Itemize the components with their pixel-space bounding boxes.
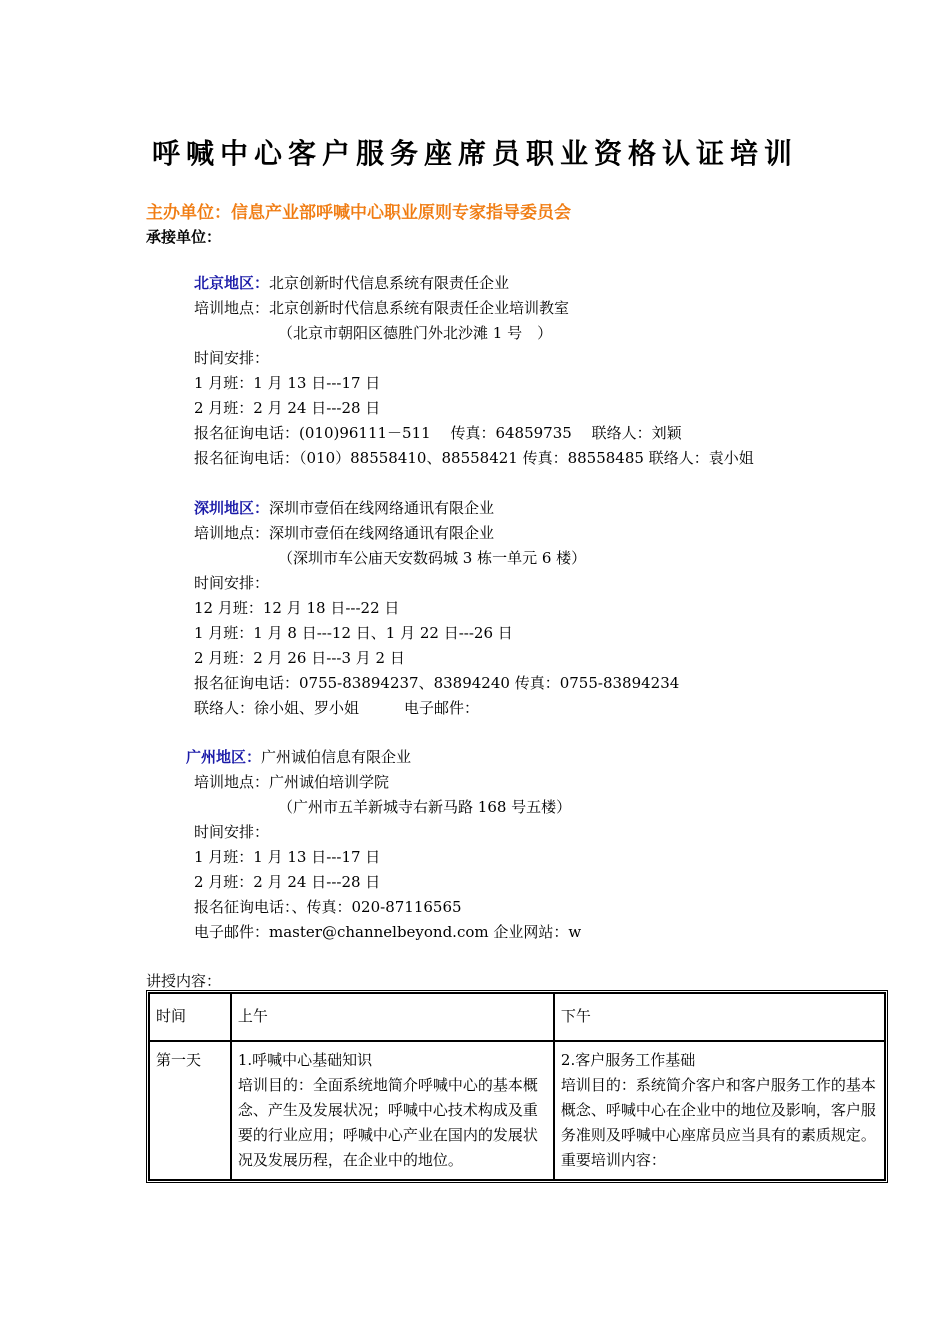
header-morning: 上午 <box>231 993 554 1041</box>
header-afternoon: 下午 <box>554 993 885 1041</box>
header-time: 时间 <box>149 993 231 1041</box>
course-schedule-table <box>146 990 888 1183</box>
shenzhen-header <box>194 497 494 518</box>
row-day: 第一天 <box>149 1041 231 1180</box>
contractor-label: 承接单位： <box>146 228 222 246</box>
beijing-contact-2: 报名征询电话：（010）88558410、88558421 传真：88558485 联络人：袁小姐 <box>194 449 754 467</box>
shenzhen-address: （深圳市车公庙天安数码城 3 栋一单元 6 楼） <box>278 549 587 567</box>
guangzhou-contact-2: 电子邮件：master@channelbeyond.com 企业网站：w <box>194 923 582 941</box>
afternoon-title: 2.客户服务工作基础 <box>560 1051 696 1069</box>
document-title: 呼喊中心客户服务座席员职业资格认证培训 <box>151 137 798 170</box>
beijing-contact-1: 报名征询电话：(010)96111－511 传真：64859735 联络人：刘颖 <box>194 424 682 442</box>
shenzhen-class-3: 2 月班：2 月 26 日---3 月 2 日 <box>194 649 405 667</box>
shenzhen-contact-1: 报名征询电话：0755-83894237、83894240 传真：0755-83894234 <box>194 674 680 692</box>
beijing-class-1: 1 月班：1 月 13 日---17 日 <box>194 374 381 392</box>
shenzhen-region-label: 深圳地区： <box>194 499 270 517</box>
guangzhou-company: 广州诚伯信息有限企业 <box>261 748 412 766</box>
morning-text: 培训目的：全面系统地简介呼喊中心的基本概念、产生及发展状况；呼喊中心技术构成及重要的行业应用；呼喊中心产业在国内的发展状况及发展历程，在企业中的地位。 <box>237 1076 538 1169</box>
beijing-address: （北京市朝阳区德胜门外北沙滩 1 号 ） <box>278 324 553 342</box>
shenzhen-class-2: 1 月班：1 月 8 日---12 日、1 月 22 日---26 日 <box>194 624 513 642</box>
course-content-label: 讲授内容： <box>146 972 222 990</box>
guangzhou-schedule-label: 时间安排： <box>194 823 270 841</box>
shenzhen-schedule-label: 时间安排： <box>194 574 270 592</box>
guangzhou-header <box>186 746 411 767</box>
guangzhou-training-site: 培训地点：广州诚伯培训学院 <box>194 773 390 791</box>
morning-title: 1.呼喊中心基础知识 <box>237 1051 373 1069</box>
row-morning <box>231 1041 554 1180</box>
beijing-region-label: 北京地区： <box>194 274 270 292</box>
beijing-class-2: 2 月班：2 月 24 日---28 日 <box>194 399 381 417</box>
beijing-header <box>194 272 509 293</box>
shenzhen-class-1: 12 月班：12 月 18 日---22 日 <box>194 599 400 617</box>
table-row <box>149 1041 885 1180</box>
table-header-row <box>149 993 885 1041</box>
shenzhen-contact-2: 联络人：徐小姐、罗小姐 电子邮件： <box>194 699 480 717</box>
guangzhou-region-label: 广州地区： <box>186 748 262 766</box>
shenzhen-training-site: 培训地点：深圳市壹佰在线网络通讯有限企业 <box>194 524 495 542</box>
guangzhou-contact-1: 报名征询电话：、传真：020-87116565 <box>194 898 462 916</box>
guangzhou-class-2: 2 月班：2 月 24 日---28 日 <box>194 873 381 891</box>
guangzhou-class-1: 1 月班：1 月 13 日---17 日 <box>194 848 381 866</box>
beijing-training-site: 培训地点：北京创新时代信息系统有限责任企业培训教室 <box>194 299 570 317</box>
shenzhen-company: 深圳市壹佰在线网络通讯有限企业 <box>269 499 495 517</box>
afternoon-extra: 重要培训内容： <box>560 1151 666 1169</box>
guangzhou-address: （广州市五羊新城寺右新马路 168 号五楼） <box>278 798 572 816</box>
organizer-line: 主办单位：信息产业部呼喊中心职业原则专家指导委员会 <box>146 203 571 223</box>
row-afternoon <box>554 1041 885 1180</box>
afternoon-text: 培训目的：系统简介客户和客户服务工作的基本概念、呼喊中心在企业中的地位及影响，客户服务准则及呼喊中心座席员应当具有的素质规定。 <box>560 1076 876 1144</box>
beijing-schedule-label: 时间安排： <box>194 349 270 367</box>
beijing-company: 北京创新时代信息系统有限责任企业 <box>269 274 510 292</box>
